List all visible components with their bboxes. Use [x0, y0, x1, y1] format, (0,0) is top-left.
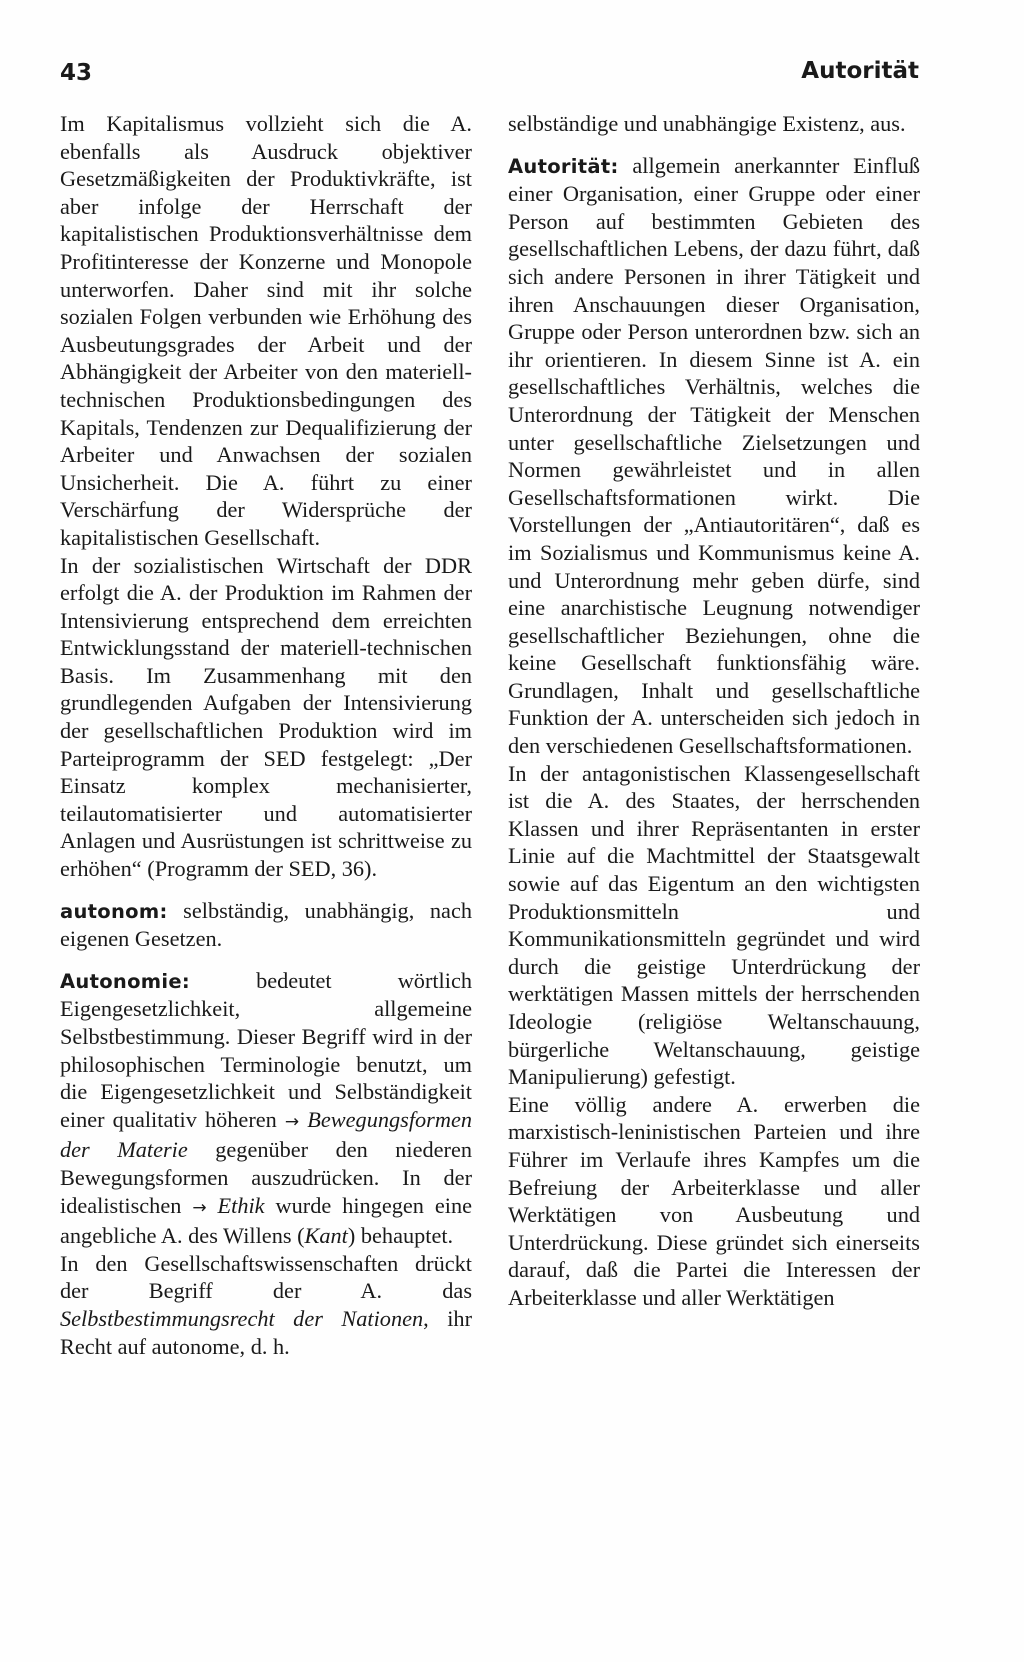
cross-reference-ethik: Ethik	[217, 1192, 265, 1218]
paragraph-marxistische-parteien: Eine völlig andere A. erwerben die marxistisch-leninistischen Parteien und ihre Führer im Verlaufe ihres Kampfes um die Befreiung der Arbeiterklasse und aller Werktätigen von Ausbeutung und Unterdrückung. Diese gründet sich einerseits darauf, daß die Partei die Interessen der Arbeiterklasse und aller Werktätigen	[508, 1091, 920, 1310]
entry-text-autonomie-b: gegenüber den niederen Bewegungsformen auszudrücken. In der idealistischen	[60, 1137, 472, 1218]
entry-text-autonom: selbständig, unabhängig, nach eigenen Gesetzen.	[60, 897, 472, 952]
entry-text-autonomie-p2b: , ihr Recht auf autonome, d. h.	[60, 1305, 472, 1359]
entry-autonomie	[60, 967, 472, 1250]
entry-text-autonomie-p2a: In den Gesellschaftswissenschaften drückt der Begriff der A. das	[60, 1250, 472, 1304]
page-number: 43	[60, 60, 93, 86]
paragraph-kapitalismus: Im Kapitalismus vollzieht sich die A. ebenfalls als Ausdruck objektiver Gesetzmäßigkeiten der Produktivkräfte, ist aber infolge der Herrschaft der kapitalistischen Produktionsverhältnisse dem Profitinteresse der Konzerne und Monopole unterworfen. Daher sind mit ihr solche sozialen Folgen verbunden wie Erhöhung des Ausbeutungsgrades der Arbeit und der Abhängigkeit der Arbeiter von den materiell-technischen Produktionsbedingungen des Kapitals, Tendenzen zur Dequalifizierung der Arbeiter und Anwachsen der sozialen Unsicherheit. Die A. führt zu einer Verschärfung der Widersprüche der kapitalistischen Gesellschaft.	[60, 111, 472, 550]
paragraph-sozialistische-wirtschaft: In der sozialistischen Wirtschaft der DDR erfolgt die A. der Produktion im Rahmen der Intensivierung entsprechend dem erreichten Entwicklungsstand der materiell-technischen Basis. Im Zusammenhang mit den grundlegenden Aufgaben der Intensivierung der gesellschaftlichen Produktion wird im Parteiprogramm der SED festgelegt: „Der Einsatz komplex mechanisierter, teilautomatisierter und automatisierter Anlagen und Ausrüstungen ist schrittweise zu erhöhen“ (Programm der SED, 36).	[60, 552, 472, 882]
entry-autoritaet	[508, 152, 920, 760]
entry-term-autoritaet: Autorität:	[508, 154, 619, 178]
left-column	[60, 110, 472, 1360]
entry-autonom	[60, 897, 472, 953]
paragraph-klassengesellschaft: In der antagonistischen Klassengesellschaft ist die A. des Staates, der herrschenden Klassen und ihrer Repräsentanten in erster Linie auf die Machtmittel der Staatsgewalt sowie auf das Eigentum an den wichtigsten Produktionsmitteln und Kommunikationsmitteln gegründet und wird durch die geistige Unterdrückung der werktätigen Massen mittels der herrschenden Ideologie (religiöse Weltanschauung, bürgerliche Weltanschauung, geistige Manipulierung) gefestigt.	[508, 760, 920, 1090]
entry-term-autonom: autonom:	[60, 899, 168, 923]
cross-reference-arrow-icon: →	[284, 1111, 300, 1132]
entry-term-autonomie: Autonomie:	[60, 969, 190, 993]
entry-text-autonomie-c: wurde hingegen eine angebliche A. des Willens (	[60, 1192, 473, 1249]
paragraph-continuation: selbständige und unabhängige Existenz, aus.	[508, 111, 906, 136]
cross-reference-bewegungsformen: Bewegungsformen der Materie	[60, 1106, 472, 1163]
paragraph-gesellschaftswissenschaften	[60, 1250, 472, 1360]
entry-text-autonomie-d: ) behauptet.	[347, 1223, 454, 1249]
running-title: Autorität	[801, 58, 919, 84]
emphasis-selbstbestimmungsrecht: Selbstbestimmungsrecht der Nationen	[60, 1305, 424, 1331]
page-header	[60, 58, 919, 98]
right-column	[508, 110, 920, 1312]
entry-text-autonomie-a: bedeutet wörtlich Eigengesetzlichkeit, allgemeine Selbstbestimmung. Dieser Begriff wird in der philosophischen Terminologie benutzt, um die Eigengesetzlichkeit und Selbständigkeit einer qualitativ höheren	[60, 967, 472, 1132]
entry-text-autoritaet: allgemein anerkannter Einfluß einer Organisation, einer Gruppe oder einer Person auf bestimmten Gebieten des gesellschaftlichen Lebens, der dazu führt, daß sich andere Personen in ihrer Tätigkeit und ihren Anschauungen dieser Organisation, Gruppe oder Person unterordnen bzw. sich an ihr orientieren. In diesem Sinne ist A. ein gesellschaftliches Verhältnis, welches die Unterordnung der Tätigkeit der Menschen unter gesellschaftliche Zielsetzungen und Normen gewährleistet und in allen Gesellschaftsformationen wirkt. Die Vorstellungen der „Antiautoritären“, daß es im Sozialismus und Kommunismus keine A. und Unterordnung mehr geben dürfe, sind eine anarchistische Leugnung notwendiger gesellschaftlicher Beziehungen, ohne die keine Gesellschaft funktionsfähig wäre. Grundlagen, Inhalt und gesellschaftliche Funktion der A. unterscheiden sich jedoch in den verschiedenen Gesellschaftsformationen.	[508, 152, 920, 759]
cross-reference-arrow-icon: →	[192, 1197, 207, 1218]
reference-kant: Kant	[304, 1223, 348, 1249]
